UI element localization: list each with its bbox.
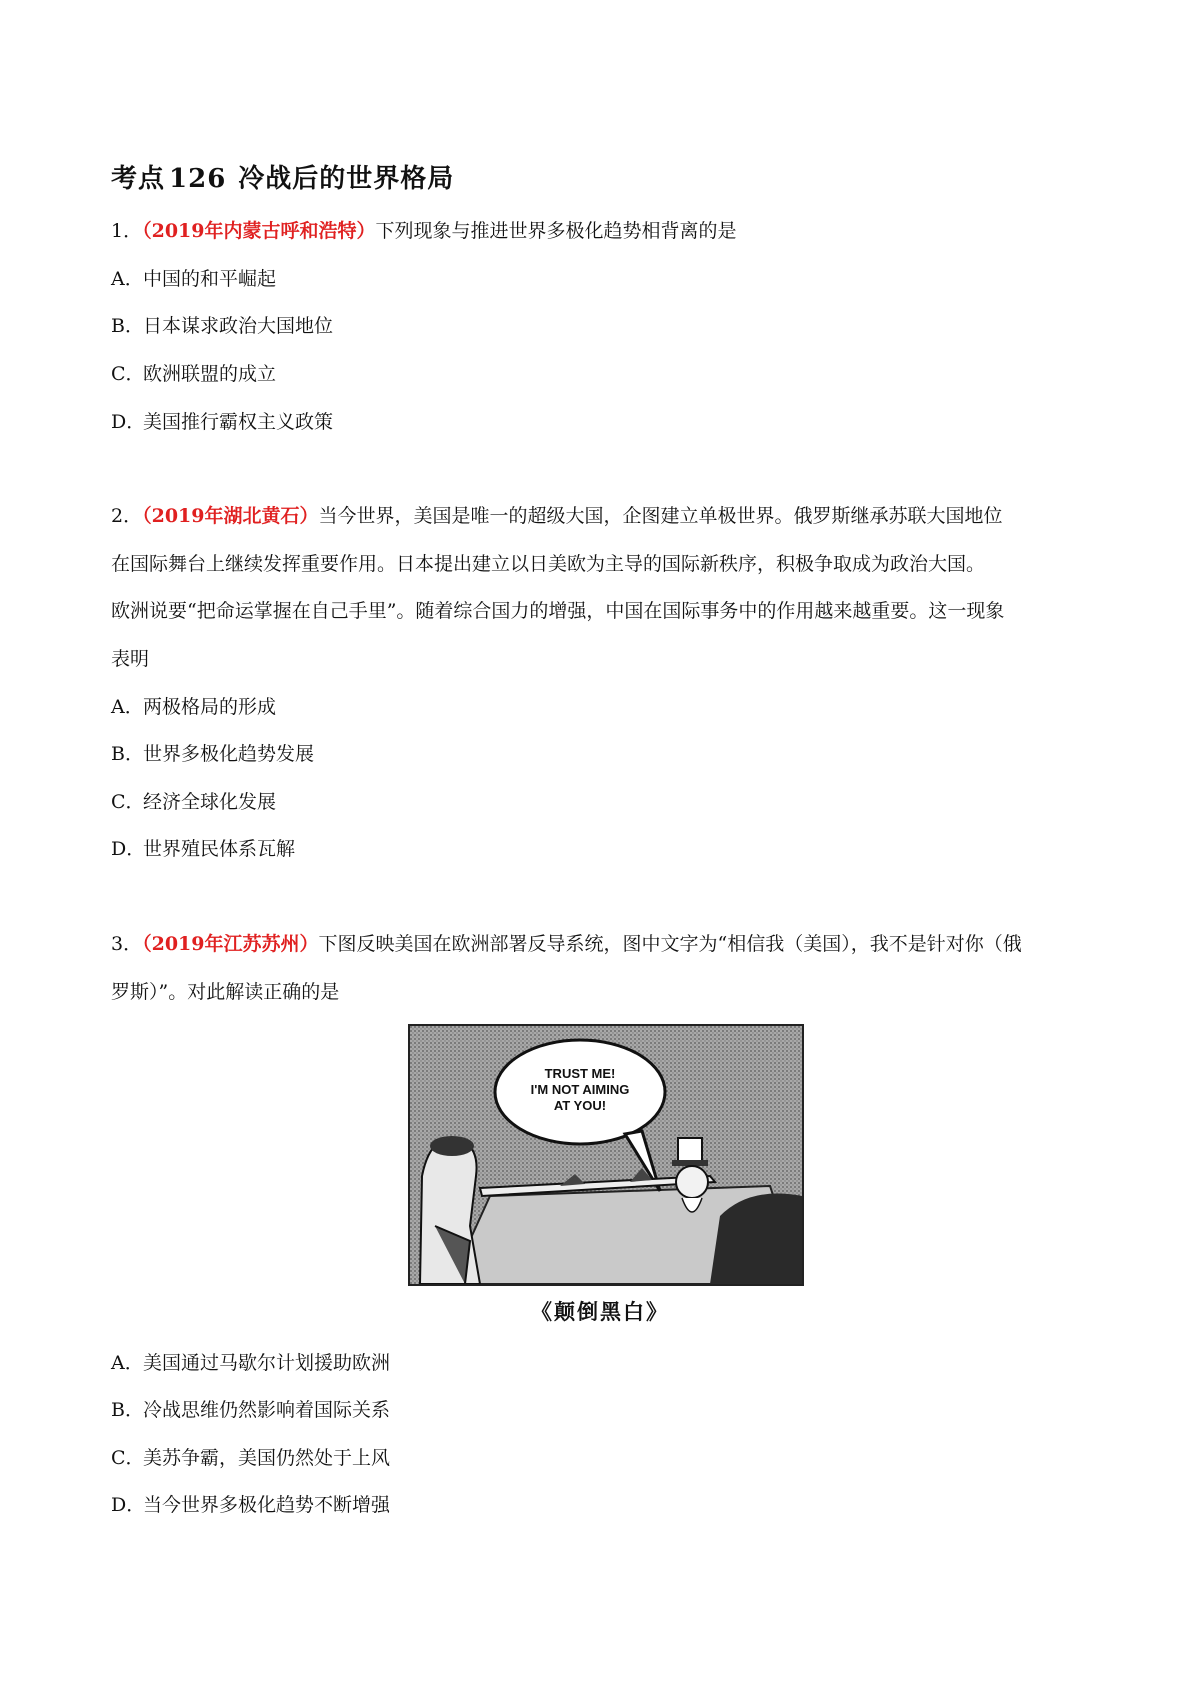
option-letter: A． bbox=[111, 1352, 144, 1374]
question-2-stem bbox=[111, 492, 1003, 540]
option-c bbox=[111, 350, 276, 398]
question-text-line-4: 表明 bbox=[111, 648, 150, 670]
option-text: 中国的和平崛起 bbox=[143, 268, 277, 290]
question-text-line-2: 在国际舞台上继续发挥重要作用。日本提出建立以日美欧为主导的国际新秩序，积极争取成为政治大国。 bbox=[111, 553, 986, 575]
cartoon-image bbox=[408, 1024, 804, 1286]
left-figure-hat bbox=[430, 1136, 474, 1156]
question-source: （2019年江苏苏州） bbox=[142, 933, 319, 955]
heading-topic: 冷战后的世界格局 bbox=[238, 164, 455, 194]
option-letter: C． bbox=[111, 363, 145, 385]
question-text-line-1: 下图反映美国在欧洲部署反导系统，图中文字为“相信我（美国），我不是针对你（俄 bbox=[318, 933, 1022, 955]
option-b bbox=[111, 1386, 390, 1434]
option-d bbox=[111, 398, 333, 446]
option-text: 经济全球化发展 bbox=[143, 791, 277, 813]
option-d bbox=[111, 1481, 390, 1529]
heading-prefix: 考点 bbox=[111, 164, 166, 194]
option-letter: A． bbox=[111, 268, 144, 290]
question-source: （2019年湖北黄石） bbox=[142, 505, 319, 527]
option-letter: D． bbox=[111, 411, 146, 433]
option-text: 欧洲联盟的成立 bbox=[143, 363, 277, 385]
question-1-stem bbox=[111, 207, 737, 255]
option-c bbox=[111, 1434, 390, 1482]
uncle-sam-head bbox=[676, 1166, 708, 1198]
option-letter: D． bbox=[111, 838, 146, 860]
option-text: 世界殖民体系瓦解 bbox=[143, 838, 296, 860]
option-text: 美国通过马歇尔计划援助欧洲 bbox=[143, 1352, 391, 1374]
option-letter: B． bbox=[111, 1399, 144, 1421]
option-text: 两极格局的形成 bbox=[143, 696, 277, 718]
option-d bbox=[111, 825, 295, 873]
cartoon-drawing bbox=[410, 1026, 802, 1284]
option-text: 日本谋求政治大国地位 bbox=[143, 315, 334, 337]
uncle-sam-hat bbox=[678, 1138, 702, 1162]
option-text: 美苏争霸，美国仍然处于上风 bbox=[143, 1447, 391, 1469]
option-a bbox=[111, 255, 276, 303]
option-letter: A． bbox=[111, 696, 144, 718]
option-letter: C． bbox=[111, 1447, 145, 1469]
question-text-line-1: 当今世界，美国是唯一的超级大国，企图建立单极世界。俄罗斯继承苏联大国地位 bbox=[318, 505, 1003, 527]
left-figure bbox=[420, 1138, 480, 1284]
option-letter: D． bbox=[111, 1494, 146, 1516]
question-3-stem bbox=[111, 920, 1022, 968]
question-source: （2019年内蒙古呼和浩特） bbox=[142, 220, 376, 242]
speech-line-3: AT YOU! bbox=[553, 1098, 607, 1113]
speech-line-1: TRUST ME! bbox=[544, 1066, 616, 1081]
option-text: 当今世界多极化趋势不断增强 bbox=[143, 1494, 391, 1516]
option-letter: B． bbox=[111, 315, 144, 337]
question-text: 下列现象与推进世界多极化趋势相背离的是 bbox=[375, 220, 737, 242]
option-text: 世界多极化趋势发展 bbox=[143, 743, 315, 765]
uncle-sam-hat-brim bbox=[672, 1160, 708, 1166]
heading-number: 126 bbox=[169, 164, 227, 194]
question-number: 1． bbox=[111, 220, 143, 242]
option-text: 冷战思维仍然影响着国际关系 bbox=[143, 1399, 391, 1421]
option-b bbox=[111, 730, 314, 778]
figure-caption: 《颠倒黑白》 bbox=[531, 1299, 669, 1324]
question-number: 3． bbox=[111, 933, 143, 955]
option-b bbox=[111, 302, 333, 350]
speech-line-2: I'M NOT AIMING bbox=[530, 1082, 630, 1097]
option-a bbox=[111, 683, 276, 731]
option-letter: C． bbox=[111, 791, 145, 813]
option-a bbox=[111, 1339, 390, 1387]
question-number: 2． bbox=[111, 505, 143, 527]
option-c bbox=[111, 778, 276, 826]
question-text-line-3: 欧洲说要“把命运掌握在自己手里”。随着综合国力的增强，中国在国际事务中的作用越来越重要。这一现象 bbox=[111, 600, 1005, 622]
option-letter: B． bbox=[111, 743, 144, 765]
option-text: 美国推行霸权主义政策 bbox=[143, 411, 334, 433]
section-heading bbox=[111, 158, 454, 195]
question-text-line-2: 罗斯）”。对此解读正确的是 bbox=[111, 981, 340, 1003]
